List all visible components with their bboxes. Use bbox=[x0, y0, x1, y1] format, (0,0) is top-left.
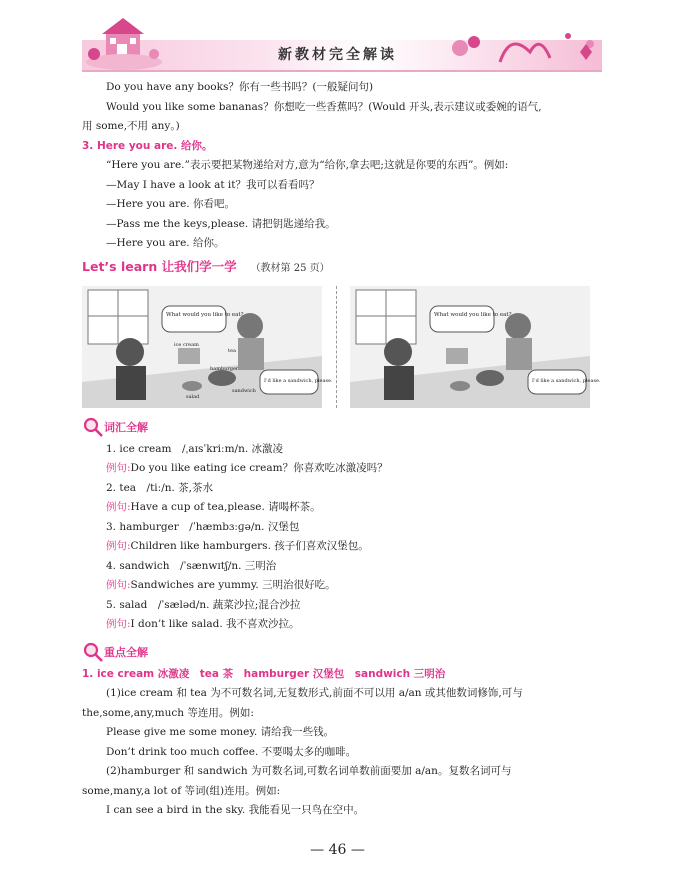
example-text: Children like hamburgers. 孩子们喜欢汉堡包。 bbox=[130, 540, 369, 552]
key-points-heading-text: 重点全解 bbox=[104, 645, 148, 659]
section3-title: 3. Here you are. 给你。 bbox=[82, 139, 213, 152]
key-point-line: I can see a bird in the sky. 我能看见一只鸟在空中。 bbox=[106, 804, 365, 816]
speech-bubble-boy: I’d like a sandwich, please. bbox=[264, 377, 333, 384]
vocab-example bbox=[82, 498, 602, 518]
page-number: — 46 — bbox=[310, 842, 365, 858]
vocab-word: 5. salad /ˈsæləd/n. 蔬菜沙拉;混合沙拉 bbox=[106, 598, 301, 611]
vocab-example bbox=[82, 537, 602, 557]
example-text: Do you like eating ice cream？你喜欢吃冰激凌吗？ bbox=[130, 462, 388, 474]
label-hamburger: hamburger bbox=[210, 365, 239, 372]
vocab-example bbox=[82, 576, 602, 596]
illustration-divider bbox=[336, 286, 337, 408]
label-salad: salad bbox=[186, 393, 200, 400]
label-ice-cream: ice cream bbox=[174, 341, 199, 348]
example-label: 例句: bbox=[106, 462, 131, 474]
magnifier-icon bbox=[82, 641, 104, 663]
page-header bbox=[0, 0, 675, 78]
illustration-right bbox=[350, 286, 601, 408]
page-content bbox=[82, 78, 602, 821]
speech-bubble-boy: I’d like a sandwich, please. bbox=[532, 377, 601, 384]
dialogue-line: —May I have a look at it？我可以看看吗？ bbox=[106, 178, 320, 191]
label-sandwich: sandwich bbox=[232, 387, 256, 394]
dialogue-line: —Pass me the keys,please. 请把钥匙递给我。 bbox=[106, 217, 336, 230]
example-label: 例句: bbox=[106, 540, 131, 552]
vocab-word: 3. hamburger /ˈhæmbɜːɡə/n. 汉堡包 bbox=[106, 520, 300, 533]
vocab-word: 4. sandwich /ˈsænwɪtʃ/n. 三明治 bbox=[106, 559, 277, 572]
key-point-line: the,some,any,much 等连用。例如: bbox=[82, 706, 254, 719]
key-point-line: Please give me some money. 请给我一些钱。 bbox=[106, 726, 335, 738]
key-point-line: some,many,a lot of 等词(组)连用。例如: bbox=[82, 784, 281, 797]
example-label: 例句: bbox=[106, 618, 131, 630]
key-point-title: 1. ice cream 冰激凌 tea 茶 hamburger 汉堡包 sandwich 三明治 bbox=[82, 667, 446, 680]
example-text: Have a cup of tea,please. 请喝杯茶。 bbox=[130, 501, 321, 513]
vocab-example bbox=[82, 615, 602, 635]
section3-explanation: “Here you are.”表示要把某物递给对方,意为“给你,拿去吧;这就是你要的东西”。例如: bbox=[106, 159, 509, 171]
lets-learn-title: Let’s learn 让我们学一学 bbox=[82, 258, 237, 274]
key-point-line: Don’t drink too much coffee. 不要喝太多的咖啡。 bbox=[106, 745, 357, 758]
key-point-line: (2)hamburger 和 sandwich 为可数名词,可数名词单数前面要加 a/an。复数名词可与 bbox=[106, 765, 512, 777]
key-points-heading bbox=[82, 641, 602, 665]
vocab-word: 1. ice cream /ˌaɪsˈkriːm/n. 冰激凌 bbox=[106, 442, 284, 455]
lets-learn-heading bbox=[82, 254, 602, 282]
intro-line: 用 some,不用 any。) bbox=[82, 120, 180, 132]
example-label: 例句: bbox=[106, 579, 131, 591]
dialogue-line: —Here you are. 给你。 bbox=[106, 237, 225, 249]
example-text: I don’t like salad. 我不喜欢沙拉。 bbox=[130, 618, 300, 630]
illustration-left bbox=[82, 286, 333, 408]
speech-bubble-girl: What would you like to eat? bbox=[434, 311, 512, 318]
key-point-line: (1)ice cream 和 tea 为不可数名词,无复数形式,前面不可以用 a/an 或其他数词修饰,可与 bbox=[106, 687, 523, 699]
example-text: Sandwiches are yummy. 三明治很好吃。 bbox=[130, 579, 336, 591]
label-tea: tea bbox=[228, 347, 236, 354]
vocab-example bbox=[82, 459, 602, 479]
vocab-heading-text: 词汇全解 bbox=[104, 420, 148, 434]
vocab-word: 2. tea /tiː/n. 茶,茶水 bbox=[106, 481, 214, 494]
intro-line: Would you like some bananas？你想吃一些香蕉吗？(Would 开头,表示建议或委婉的语气, bbox=[106, 100, 542, 113]
magnifier-icon bbox=[82, 416, 104, 438]
textbook-illustrations bbox=[82, 286, 602, 408]
dialogue-line: —Here you are. 你看吧。 bbox=[106, 198, 235, 210]
intro-line: Do you have any books？你有一些书吗？(一般疑问句) bbox=[106, 81, 374, 93]
header-title: 新教材完全解读 bbox=[278, 47, 397, 63]
lets-learn-page-ref: （教材第 25 页） bbox=[250, 262, 330, 274]
speech-bubble-girl: What would you like to eat? bbox=[166, 311, 244, 318]
vocab-heading bbox=[82, 416, 602, 440]
example-label: 例句: bbox=[106, 501, 131, 513]
